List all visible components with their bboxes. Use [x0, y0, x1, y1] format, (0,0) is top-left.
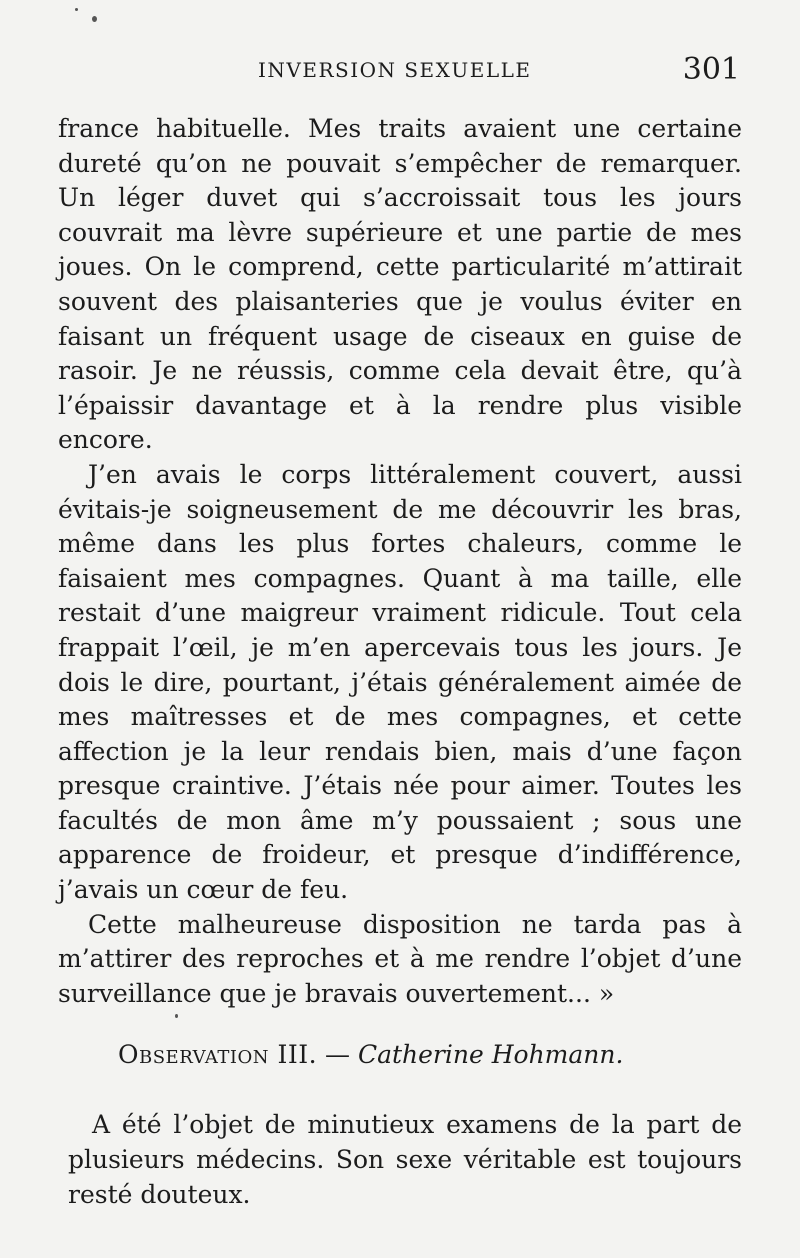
observation-name: Catherine Hohmann.: [357, 1040, 624, 1069]
observation-label: Observation III.: [118, 1040, 318, 1069]
print-speck: [75, 8, 78, 11]
paragraph: Cette malheureuse disposition ne tarda pas à m’attirer des reproches et à me rendre l’objet d’une surveillance que je bravais ouvertement... »: [58, 909, 742, 1008]
paragraph: J’en avais le corps littéralement couvert, aussi évitais-je soigneusement de me découvrir les bras, même dans les plus fortes chaleurs, comme le faisaient mes compagnes. Quant à ma taille, elle restait d’une maigreur vraiment ridicule. Tout cela frappait l’œil, je m’en apercevais tous les jours. Je dois le dire, pourtant, j’étais généralement aimée de mes maîtresses et de mes compagnes, et cette affection je la leur rendais bien, mais d’une façon presque craintive. J’étais née pour aimer. Toutes les facultés de mon âme m’y poussaient ; sous une apparence de froideur, et presque d’indifférence, j’avais un cœur de feu.: [58, 459, 742, 905]
page-number: 301: [682, 52, 740, 87]
observation-dash: —: [317, 1040, 358, 1069]
running-head: [60, 52, 740, 92]
observation-text: [68, 1107, 742, 1212]
body-text: [58, 112, 742, 1011]
paragraph: A été l’objet de minutieux examens de la part de plusieurs médecins. Son sexe véritable est toujours resté douteux.: [68, 1110, 742, 1209]
observation-heading: [118, 1038, 758, 1072]
paragraph-continued: france habituelle. Mes traits avaient une certaine dureté qu’on ne pouvait s’empêcher de remarquer. Un léger duvet qui s’accroissait tous les jours couvrait ma lèvre supérieure et une partie de mes joues. On le comprend, cette particularité m’attirait souvent des plaisanteries que je voulus éviter en faisant un fréquent usage de ciseaux en guise de rasoir. Je ne réussis, comme cela devait être, qu’à l’épaissir davantage et à la rendre plus visible encore.: [58, 114, 742, 455]
running-head-title: INVERSION SEXUELLE: [258, 58, 532, 82]
print-speck: [175, 1014, 178, 1018]
print-speck: [92, 16, 97, 22]
